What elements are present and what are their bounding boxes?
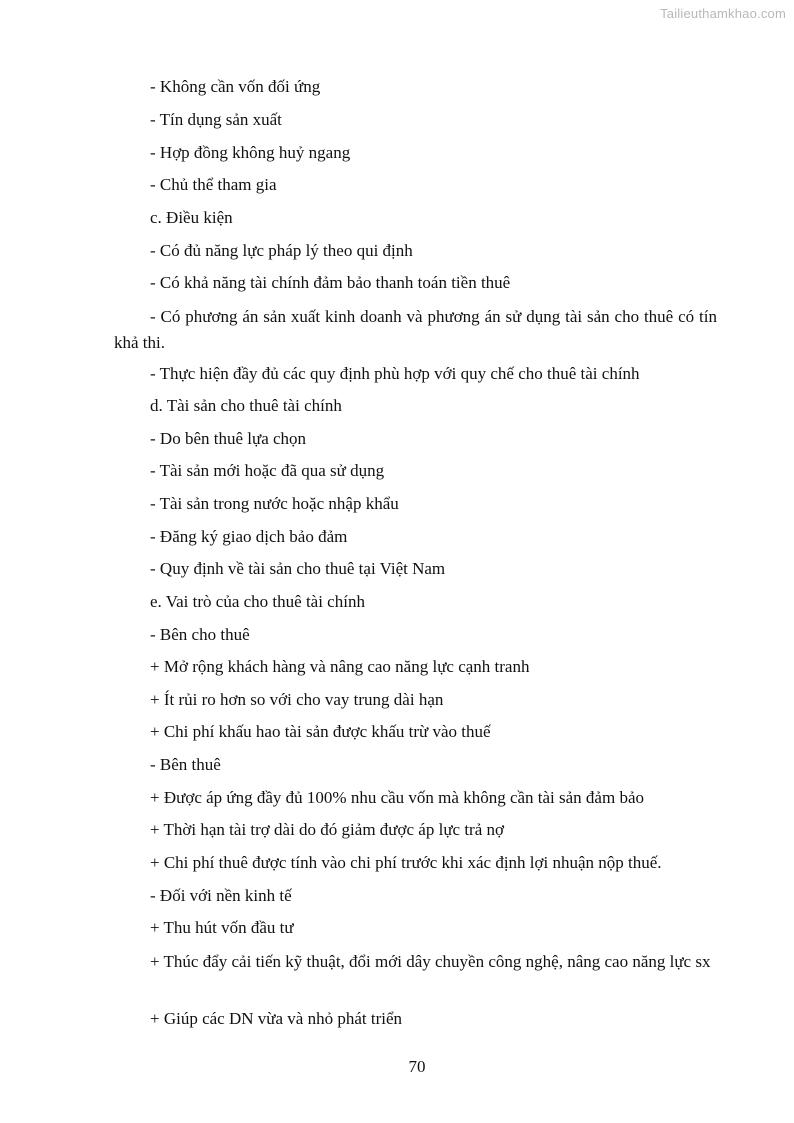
list-item: + Được áp ứng đầy đủ 100% nhu cầu vốn mà không cần tài sản đảm bảo bbox=[150, 788, 644, 807]
page-number: 70 bbox=[408, 1057, 426, 1076]
list-item: - Tài sản mới hoặc đã qua sử dụng bbox=[150, 461, 385, 480]
list-item: - Quy định về tài sản cho thuê tại Việt Nam bbox=[150, 559, 446, 578]
list-item: - Thực hiện đầy đủ các quy định phù hợp với quy chế cho thuê tài chính bbox=[150, 364, 640, 383]
list-item: - Có đủ năng lực pháp lý theo qui định bbox=[150, 241, 413, 260]
list-item: - Tài sản trong nước hoặc nhập khẩu bbox=[150, 494, 399, 513]
list-item: + Chi phí thuê được tính vào chi phí trước khi xác định lợi nhuận nộp thuế. bbox=[150, 853, 662, 872]
section-heading: d. Tài sản cho thuê tài chính bbox=[150, 396, 342, 415]
list-item: + Thời hạn tài trợ dài do đó giảm được áp lực trả nợ bbox=[150, 820, 504, 839]
list-item: + Thu hút vốn đầu tư bbox=[150, 918, 294, 937]
list-item: + Giúp các DN vừa và nhỏ phát triển bbox=[150, 1009, 403, 1028]
list-item: - Đối với nền kinh tế bbox=[150, 886, 292, 905]
list-item: - Hợp đồng không huỷ ngang bbox=[150, 143, 351, 162]
section-heading: c. Điều kiện bbox=[150, 208, 233, 227]
list-item: - Đăng ký giao dịch bảo đảm bbox=[150, 527, 348, 546]
section-heading: e. Vai trò của cho thuê tài chính bbox=[150, 592, 365, 611]
list-item-paragraph: - Có phương án sản xuất kinh doanh và phương án sử dụng tài sản cho thuê có tín khả thi. bbox=[114, 307, 717, 352]
list-item: + Mở rộng khách hàng và nâng cao năng lực cạnh tranh bbox=[150, 657, 530, 676]
list-item: - Bên cho thuê bbox=[150, 625, 250, 644]
list-item: - Do bên thuê lựa chọn bbox=[150, 429, 307, 448]
list-item: + Ít rủi ro hơn so với cho vay trung dài hạn bbox=[150, 690, 444, 709]
list-item: - Bên thuê bbox=[150, 755, 221, 774]
list-item-paragraph: + Thúc đẩy cải tiến kỹ thuật, đổi mới dây chuyền công nghệ, nâng cao năng lực sx bbox=[150, 952, 711, 971]
list-item: - Có khả năng tài chính đảm bảo thanh toán tiền thuê bbox=[150, 273, 511, 292]
list-item: - Tín dụng sản xuất bbox=[150, 110, 282, 129]
list-item: + Chi phí khấu hao tài sản được khấu trừ vào thuế bbox=[150, 722, 491, 741]
list-item: - Không cần vốn đối ứng bbox=[150, 77, 321, 96]
list-item: - Chủ thể tham gia bbox=[150, 175, 277, 194]
watermark: Tailieuthamkhao.com bbox=[660, 6, 786, 21]
